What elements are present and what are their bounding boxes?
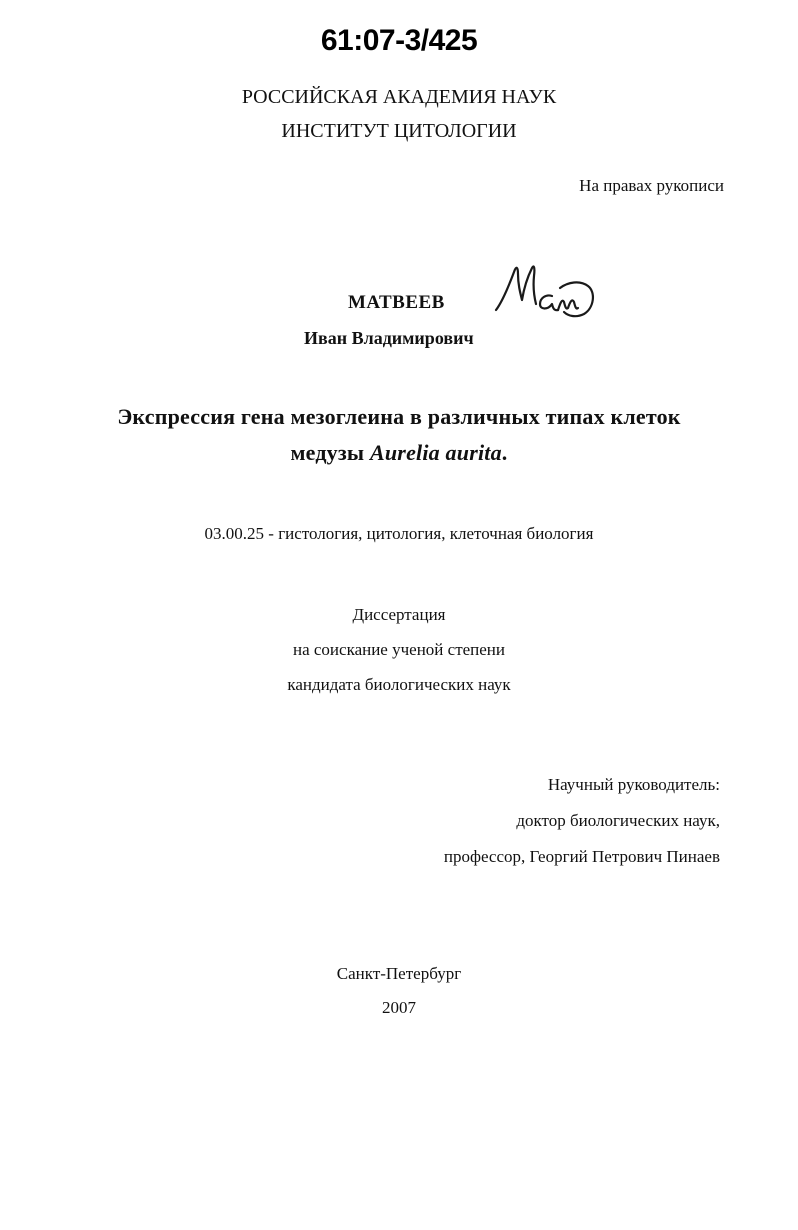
rights-note: На правах рукописи: [579, 176, 724, 195]
archive-stamp-number: 61:07-3/425: [320, 24, 478, 57]
specialty-code: 03.00.25 - гистология, цитология, клеточная биология: [204, 524, 594, 543]
author-given-names: Иван Владимирович: [304, 328, 474, 348]
title-line-2-suffix: .: [501, 440, 508, 465]
supervisor-heading: Научный руководитель:: [547, 775, 720, 794]
place-of-publication: Санкт-Петербург: [336, 964, 462, 983]
species-name: Aurelia aurita: [370, 440, 502, 465]
author-signature: [490, 258, 600, 330]
author-surname: МАТВЕЕВ: [348, 292, 445, 313]
publication-year: 2007: [382, 998, 416, 1017]
supervisor-degree: доктор биологических наук,: [516, 811, 720, 830]
dissertation-degree: кандидата биологических наук: [287, 675, 511, 694]
organization-line-1: РОССИЙСКАЯ АКАДЕМИЯ НАУК: [241, 86, 557, 108]
supervisor-name: профессор, Георгий Петрович Пинаев: [443, 847, 720, 866]
organization-line-2: ИНСТИТУТ ЦИТОЛОГИИ: [281, 120, 517, 142]
dissertation-purpose: на соискание ученой степени: [292, 640, 506, 659]
title-line-2-prefix: медузы: [290, 440, 370, 465]
dissertation-title-line-1: Экспрессия гена мезоглеина в различных типах клеток: [117, 404, 681, 429]
dissertation-title-line-2: [0, 440, 798, 466]
dissertation-label: Диссертация: [352, 605, 446, 624]
